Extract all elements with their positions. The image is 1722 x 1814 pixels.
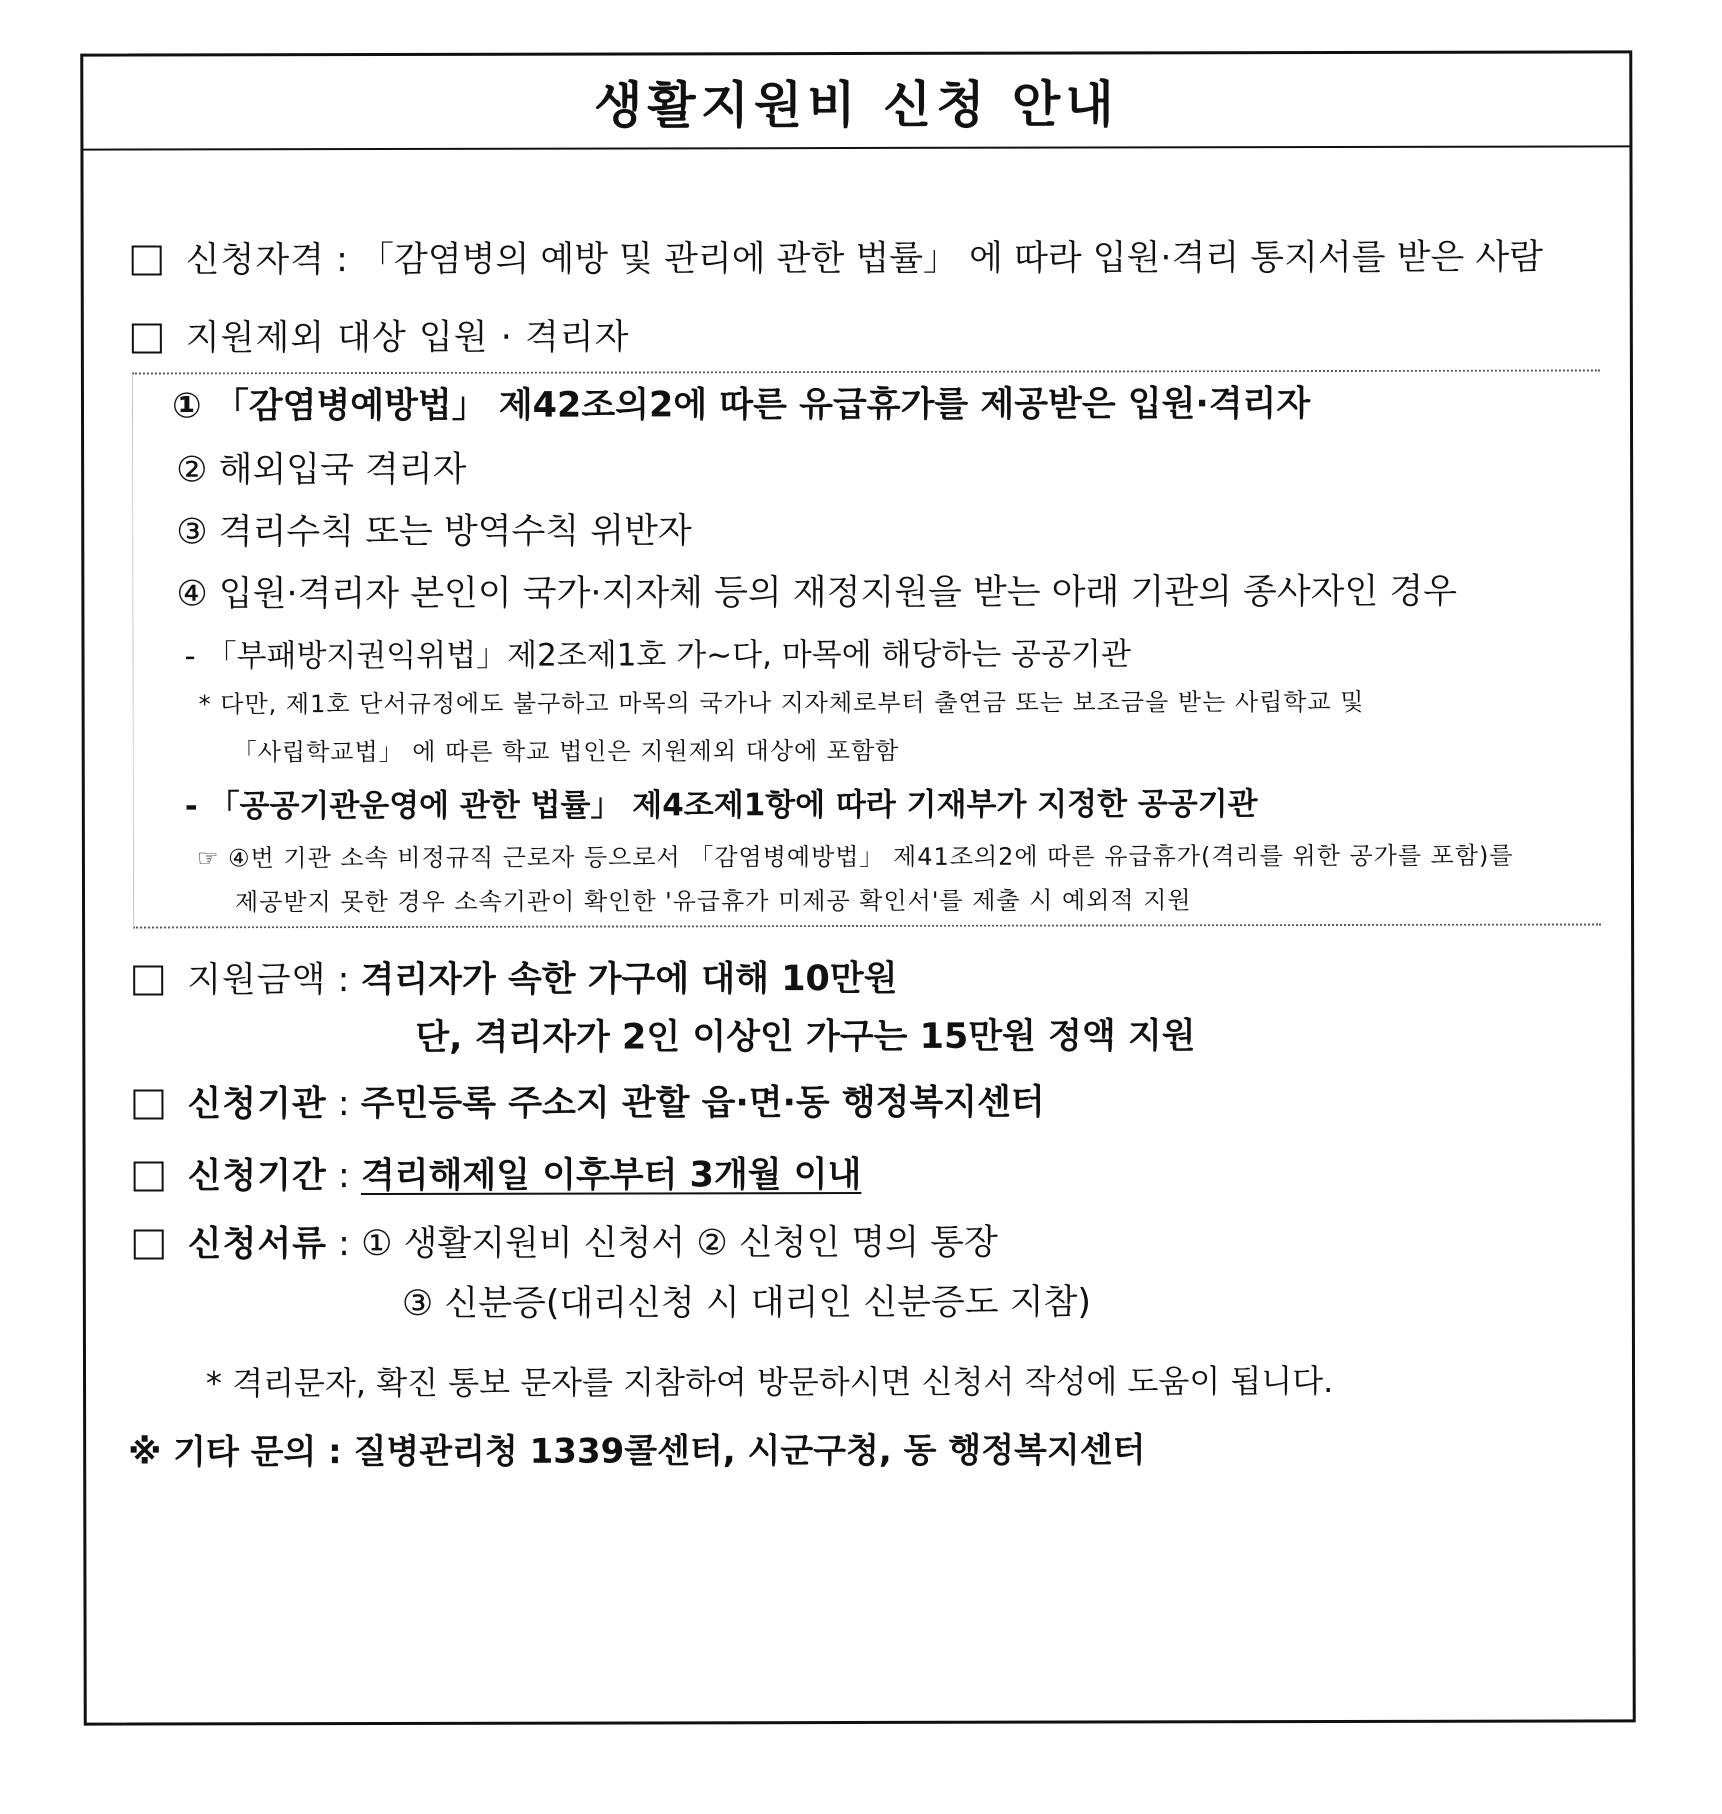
eligibility-row [132, 230, 1543, 283]
checkbox-agency [133, 1089, 163, 1119]
checkbox-amount [133, 965, 163, 995]
period-text: 격리해제일 이후부터 3개월 이내 [360, 1154, 862, 1197]
agency-label: 신청기관 [187, 1084, 327, 1125]
amount-separator: : [337, 960, 350, 1001]
exclusion-note-1-line-2: 「사립학교법」 에 따른 학교 법인은 지원제외 대상에 포함함 [232, 736, 900, 767]
exclusion-item-1: ① 「감염병예방법」 제42조의2에 따른 유급휴가를 제공받은 입원·격리자 [171, 384, 1311, 427]
notice-frame [80, 50, 1635, 1725]
page-title: 생활지원비 신청 안내 [594, 75, 1119, 135]
exclusion-item-2: ② 해외입국 격리자 [176, 449, 467, 491]
amount-label: 지원금액 [187, 960, 327, 1001]
title-bar [83, 53, 1629, 150]
exclusion-note-1-line-1: * 다만, 제1호 단서규정에도 불구하고 마목의 국가나 지자체로부터 출연금 또는 보조금을 받는 사립학교 및 [198, 687, 1365, 719]
period-row [134, 1147, 862, 1199]
eligibility-label: 신청자격 [185, 240, 325, 281]
documents-label: 신청서류 [187, 1224, 328, 1265]
exclusion-note-2-line-2: 제공받지 못한 경우 소속기관이 확인한 '유급휴가 미제공 확인서'를 제출 시 예외적 지원 [234, 886, 1192, 917]
period-separator: : [337, 1156, 350, 1197]
contact-info: ※ 기타 문의 : 질병관리청 1339콜센터, 시군구청, 동 행정복지센터 [128, 1430, 1146, 1473]
exclusion-note-2-line-1: ☞ ④번 기관 소속 비정규직 근로자 등으로서 「감염병예방법」 제41조의2에 따른 유급휴가(격리를 위한 공가를 포함)를 [196, 841, 1514, 873]
documents-row [134, 1215, 998, 1267]
amount-line-1: 격리자가 속한 가구에 대해 10만원 [360, 958, 898, 1001]
amount-line-2: 단, 격리자가 2인 이상인 가구는 15만원 정액 지원 [415, 1016, 1196, 1058]
eligibility-separator: : [336, 240, 348, 281]
exclusion-row [132, 309, 630, 360]
visit-tip: * 격리문자, 확진 통보 문자를 지참하여 방문하시면 신청서 작성에 도움이 됩니다. [205, 1362, 1334, 1403]
agency-row [133, 1075, 1044, 1127]
agency-text: 주민등록 주소지 관할 읍·면·동 행정복지센터 [360, 1082, 1045, 1125]
documents-line-1: ① 생활지원비 신청서 ② 신청인 명의 통장 [361, 1222, 998, 1265]
checkbox-eligibility [132, 245, 162, 275]
exclusion-sub-2: - 「공공기관운영에 관한 법률」 제4조제1항에 따라 기재부가 지정한 공공기관 [184, 786, 1258, 825]
documents-line-2: ③ 신분증(대리신청 시 대리인 신분증도 지참) [401, 1282, 1092, 1324]
checkbox-documents [134, 1229, 164, 1259]
exclusion-sub-1: - 「부패방지권익위법」제2조제1호 가~다, 마목에 해당하는 공공기관 [184, 636, 1131, 675]
exclusion-item-3: ③ 격리수칙 또는 방역수칙 위반자 [176, 511, 692, 553]
documents-separator: : [338, 1224, 350, 1265]
period-label: 신청기간 [187, 1156, 327, 1197]
amount-row [133, 951, 897, 1003]
agency-separator: : [337, 1084, 350, 1125]
checkbox-exclusion [132, 323, 162, 353]
checkbox-period [134, 1161, 164, 1191]
eligibility-text: 「감염병의 예방 및 관리에 관한 법률」 에 따라 입원·격리 통지서를 받은 사람 [358, 237, 1544, 281]
exclusion-label: 지원제외 대상 입원 · 격리자 [185, 317, 630, 359]
exclusion-item-4: ④ 입원·격리자 본인이 국가·지자체 등의 재정지원을 받는 아래 기관의 종사자인 경우 [176, 571, 1458, 615]
